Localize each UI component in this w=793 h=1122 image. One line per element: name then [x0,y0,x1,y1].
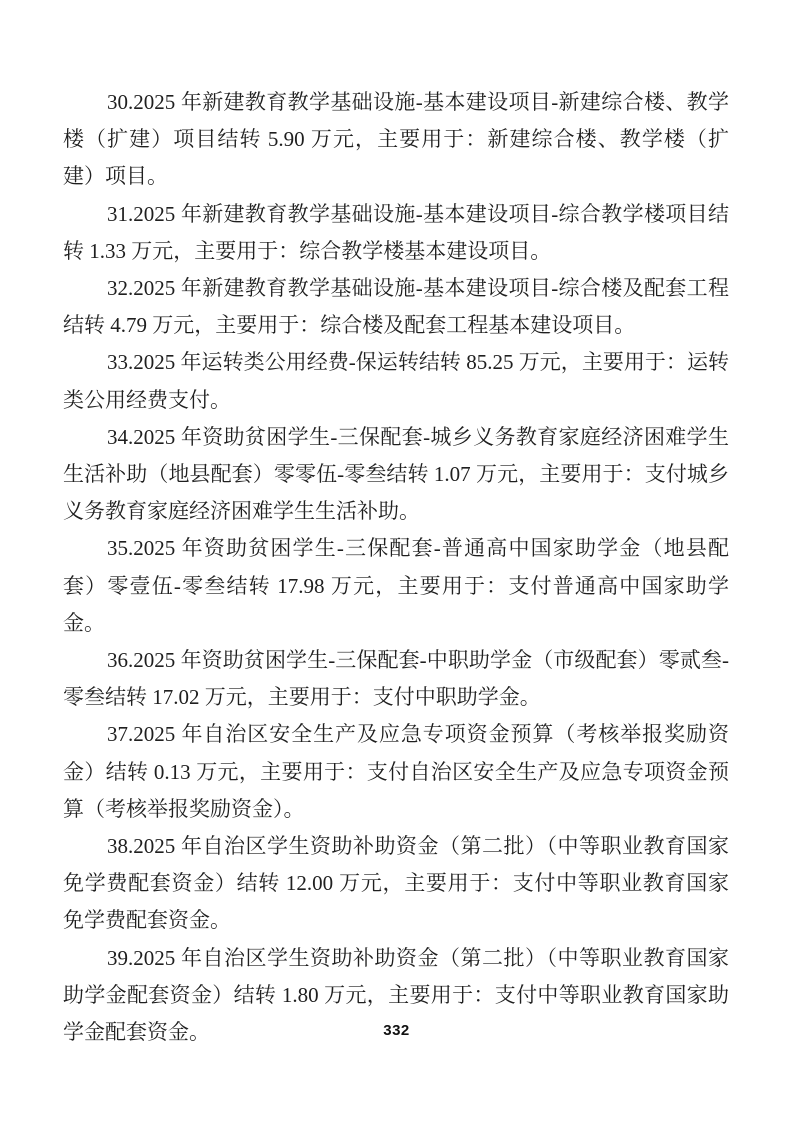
page-number: 332 [383,1022,410,1039]
paragraph-item-32: 32.2025 年新建教育教学基础设施-基本建设项目-综合楼及配套工程结转 4.79 万元，主要用于：综合楼及配套工程基本建设项目。 [63,276,729,338]
paragraph-item-38: 38.2025 年自治区学生资助补助资金（第二批）（中等职业教育国家免学费配套资金）结转 12.00 万元，主要用于：支付中等职业教育国家免学费配套资金。 [63,834,729,933]
paragraph-item-35: 35.2025 年资助贫困学生-三保配套-普通高中国家助学金（地县配套）零壹伍-零叁结转 17.98 万元，主要用于：支付普通高中国家助学金。 [63,536,729,635]
paragraph-item-39: 39.2025 年自治区学生资助补助资金（第二批）（中等职业教育国家助学金配套资金）结转 1.80 万元，主要用于：支付中等职业教育国家助学金配套资金。 [63,945,729,1045]
paragraph-item-33: 33.2025 年运转类公用经费-保运转结转 85.25 万元，主要用于：运转类公用经费支付。 [63,350,729,412]
document-body [63,84,729,1051]
paragraph-item-31: 31.2025 年新建教育教学基础设施-基本建设项目-综合教学楼项目结转 1.33 万元，主要用于：综合教学楼基本建设项目。 [63,201,729,263]
paragraph-item-34: 34.2025 年资助贫困学生-三保配套-城乡义务教育家庭经济困难学生生活补助（地县配套）零零伍-零叁结转 1.07 万元，主要用于：支付城乡义务教育家庭经济困难学生生活补助。 [63,424,729,524]
paragraph-item-37: 37.2025 年自治区安全生产及应急专项资金预算（考核举报奖励资金）结转 0.13 万元，主要用于：支付自治区安全生产及应急专项资金预算（考核举报奖励资金）。 [63,722,729,821]
paragraph-item-30: 30.2025 年新建教育教学基础设施-基本建设项目-新建综合楼、教学楼（扩建）项目结转 5.90 万元，主要用于：新建综合楼、教学楼（扩建）项目。 [63,90,729,189]
paragraph-item-36: 36.2025 年资助贫困学生-三保配套-中职助学金（市级配套）零贰叁-零叁结转 17.02 万元，主要用于：支付中职助学金。 [63,648,729,710]
